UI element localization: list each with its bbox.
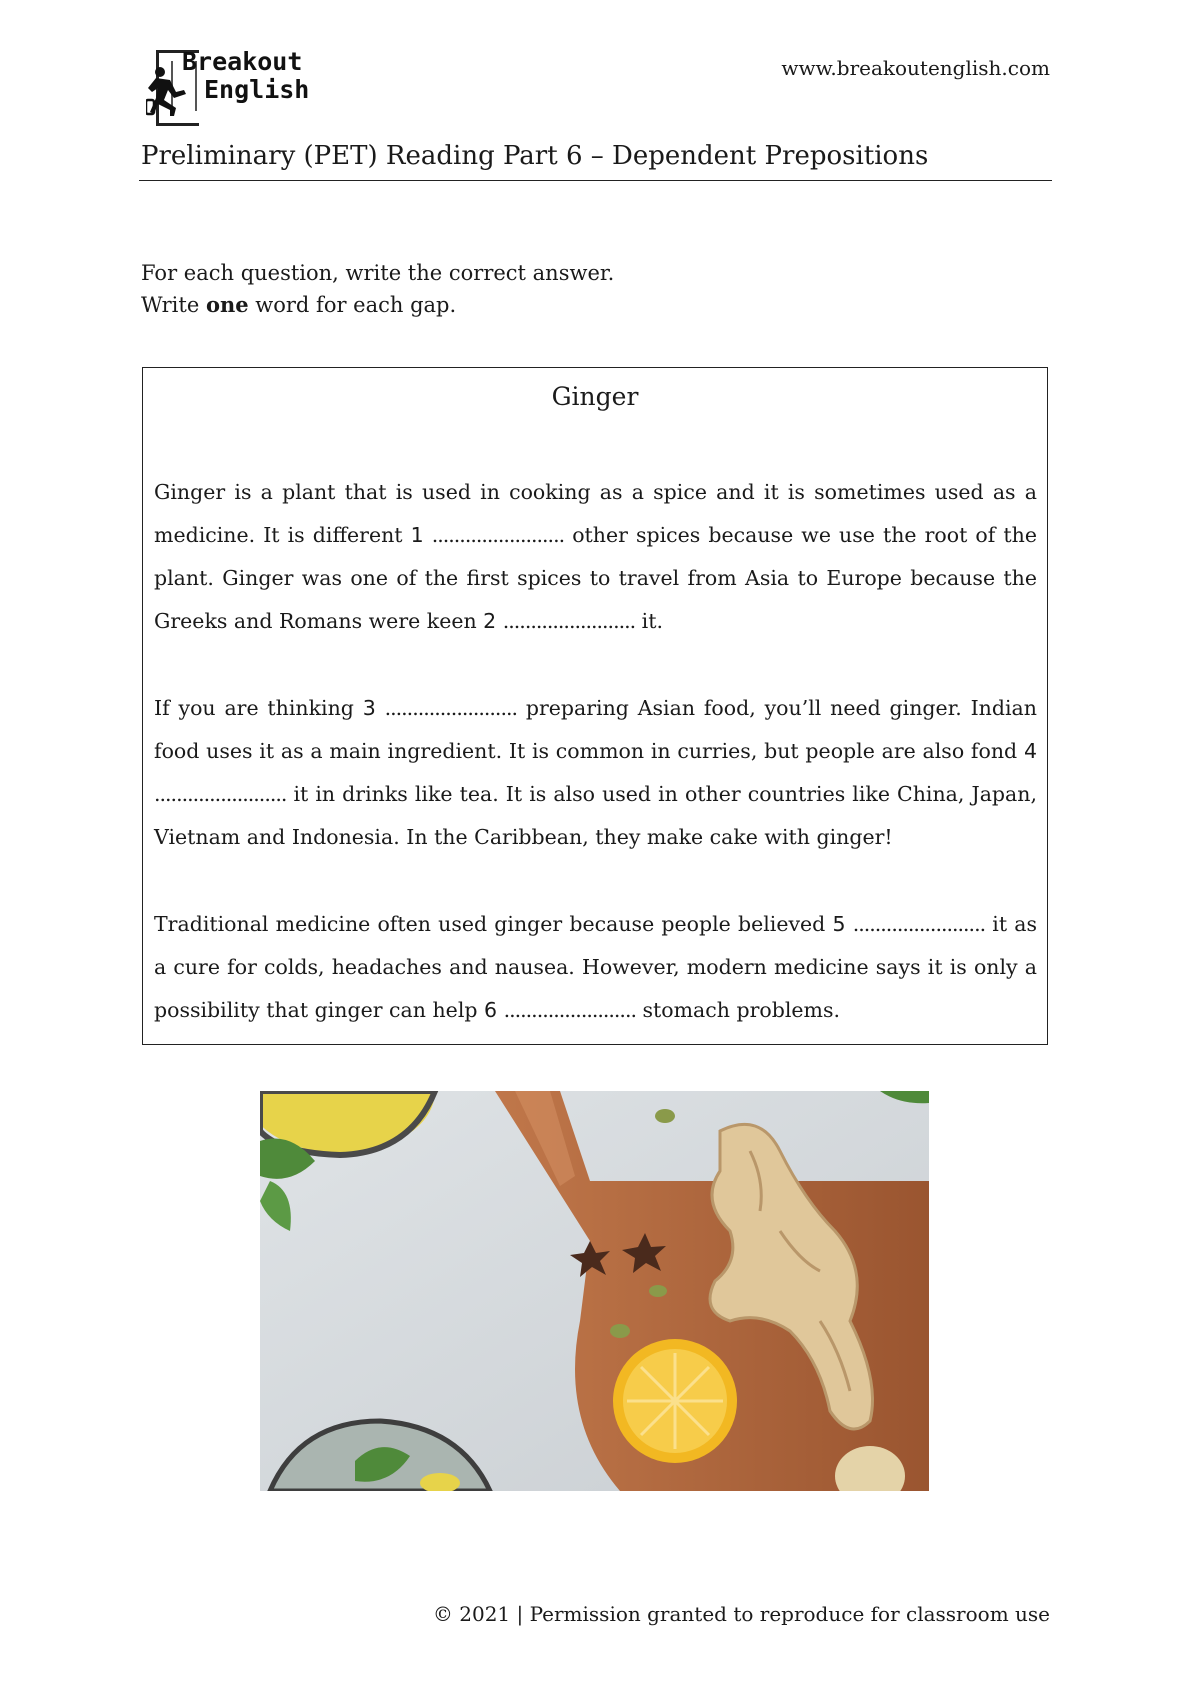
paragraph-1-text-b: other spices because we use the root of the plant. Ginger was one of the first spices to travel from Asia to Europe because the Greeks and Romans were keen (154, 523, 1037, 633)
passage-title: Ginger (551, 382, 639, 411)
breakout-english-logo (146, 46, 316, 126)
logo-line-2: English (204, 75, 310, 104)
copyright-footer: © 2021 | Permission granted to reproduce for classroom use (432, 1602, 1050, 1626)
answer-gap-5: ........................ (852, 912, 986, 936)
instruction-line-1: For each question, write the correct answer. (141, 261, 615, 285)
website-url: www.breakoutenglish.com (781, 56, 1050, 80)
answer-gap-4: ........................ (154, 782, 287, 806)
gap-number-3: 3 (362, 696, 376, 720)
answer-gap-6: ........................ (503, 998, 636, 1022)
page-title: Preliminary (PET) Reading Part 6 – Dependent Prepositions (141, 141, 929, 171)
paragraph-3-text-b: it as a cure for colds, headaches and nausea. However, modern medicine says it is only a possibility that ginger can help (154, 912, 1037, 1022)
gap-number-4: 4 (1023, 739, 1037, 763)
instructions (141, 258, 614, 321)
paragraph-2-text-c: it in drinks like tea. It is also used in other countries like China, Japan, Vietnam and Indonesia. In the Caribbean, they make cake with ginger! (154, 782, 1037, 849)
instruction-line-2 (141, 289, 614, 321)
paragraph-2-text-a: If you are thinking (154, 696, 363, 720)
paragraph-2 (154, 687, 1037, 859)
instruction-emphasis: one (205, 292, 249, 317)
logo-line-1: Breakout (182, 47, 303, 76)
paragraph-1 (154, 471, 1037, 643)
paragraph-1-text-a: Ginger is a plant that is used in cooking as a spice and it is sometimes used as a medicine. It is different (154, 480, 1037, 547)
instruction-text-after: word for each gap. (248, 293, 457, 317)
logo-wordmark (182, 48, 309, 104)
paragraph-3 (154, 903, 1037, 1032)
answer-gap-3: ........................ (384, 696, 518, 720)
answer-gap-2: ........................ (502, 609, 636, 633)
paragraph-2-text-b: preparing Asian food, you’ll need ginger. Indian food uses it as a main ingredient. It is common in curries, but people are also fond (154, 696, 1037, 763)
ginger-photo (260, 1091, 929, 1491)
paragraph-1-text-c: it. (635, 609, 663, 633)
instruction-text-before: Write (141, 293, 206, 317)
answer-gap-1: ........................ (431, 523, 565, 547)
gap-number-6: 6 (484, 998, 498, 1022)
paragraph-3-text-c: stomach problems. (636, 998, 841, 1022)
title-divider (139, 180, 1052, 181)
gap-number-1: 1 (410, 523, 424, 547)
gap-number-2: 2 (483, 609, 497, 633)
reading-passage-box (142, 367, 1048, 1045)
paragraph-3-text-a: Traditional medicine often used ginger because people believed (154, 912, 833, 936)
gap-number-5: 5 (832, 912, 846, 936)
